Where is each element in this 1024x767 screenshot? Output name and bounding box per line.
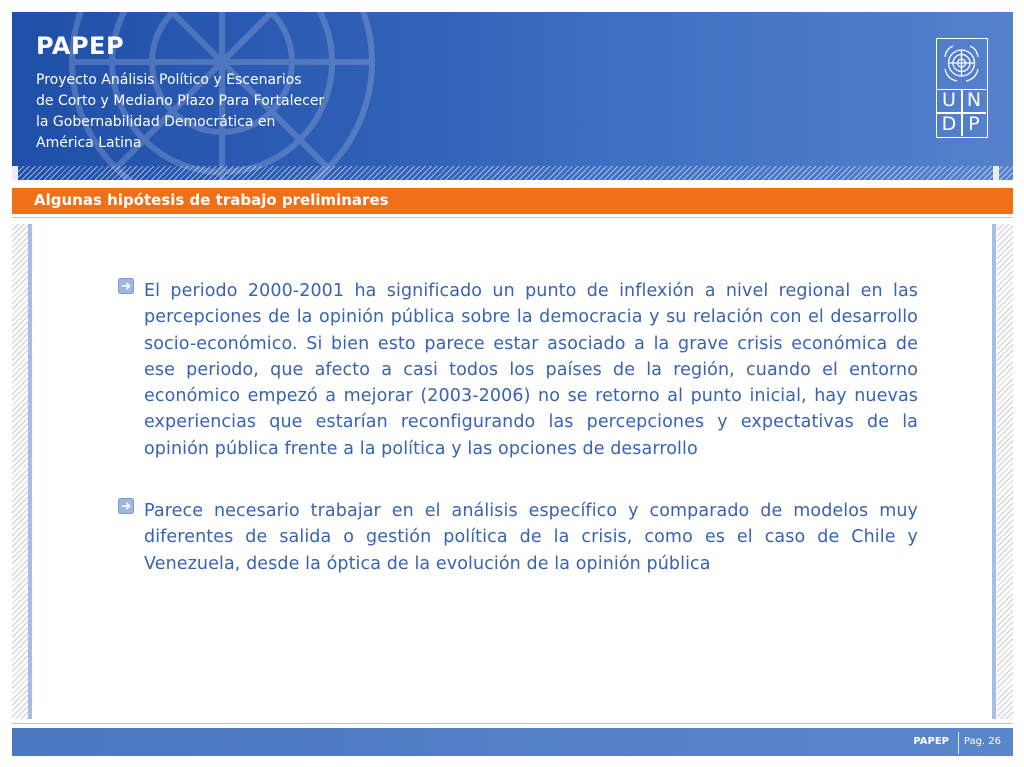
un-emblem-icon (937, 39, 986, 90)
slide-content (118, 278, 918, 613)
logo-divider (937, 112, 986, 114)
strip-cap-left (12, 166, 18, 180)
section-title-bar (12, 188, 1013, 214)
undp-letter: N (966, 89, 982, 111)
bullet-text: El periodo 2000-2001 ha significado un punto de inflexión a nivel regional en las percepciones de la opinión pública sobre la democracia y su relación con el desarrollo socio-económico. Si bien esto parece estar asociado a la grave crisis económica de ese periodo, que afecto a casi todos los países de la región, cuando el entorno económico empezó a mejorar (2003-2006) no se retorno al punto inicial, hay nuevas experiencias que estarían reconfigurando las percepciones y expectativas de la opinión pública frente a la política y las opciones de desarrollo (144, 281, 918, 459)
header-subtitle (36, 70, 376, 154)
header-hatch-strip (12, 166, 1013, 180)
footer-separator (958, 732, 959, 754)
undp-letter: U (942, 89, 956, 111)
undp-letter: P (968, 113, 980, 135)
undp-letters (937, 89, 986, 136)
header-subtitle-line: Proyecto Análisis Político y Escenarios (36, 72, 302, 88)
slide-footer (12, 728, 1013, 756)
undp-letter: D (941, 113, 957, 135)
left-hatch-border (12, 224, 28, 719)
header-subtitle-line: América Latina (36, 135, 142, 151)
header-title: PAPEP (36, 32, 125, 60)
footer-brand: PAPEP (913, 736, 949, 747)
header-subtitle-line: la Gobernabilidad Democrática en (36, 114, 276, 130)
header-subtitle-line: de Corto y Mediano Plazo Para Fortalecer (36, 93, 325, 109)
undp-logo (936, 38, 988, 138)
right-hatch-border (997, 224, 1013, 719)
right-accent-bar (992, 224, 996, 719)
slide-header (12, 12, 1013, 180)
strip-cap-right (993, 166, 999, 180)
bullet-item (118, 278, 918, 462)
arrow-right-icon (118, 498, 134, 514)
section-title: Algunas hipótesis de trabajo preliminares (34, 191, 389, 209)
arrow-right-icon (118, 278, 134, 294)
left-accent-bar (28, 224, 32, 719)
page-number: Pag. 26 (963, 736, 1001, 747)
bullet-item (118, 498, 918, 577)
divider-line (12, 217, 1013, 218)
bullet-text: Parece necesario trabajar en el análisis específico y comparado de modelos muy diferentes de salida o gestión política de la crisis, como es el caso de Chile y Venezuela, desde la óptica de la evolución de la opinión pública (144, 501, 918, 574)
divider-line (12, 723, 1013, 724)
